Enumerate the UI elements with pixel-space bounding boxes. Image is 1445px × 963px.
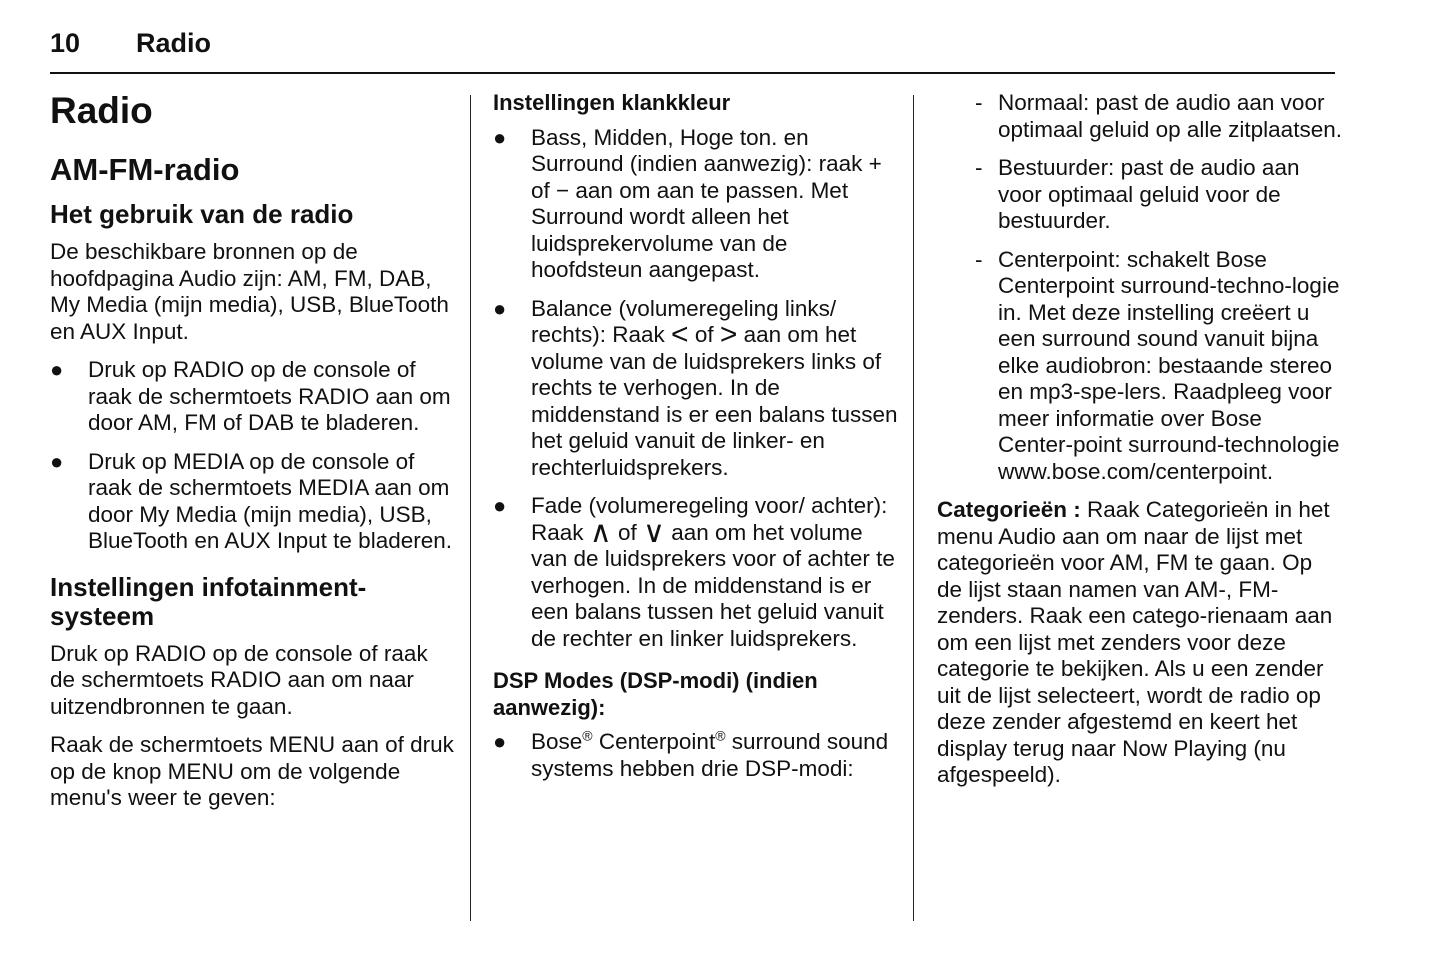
column-divider	[913, 95, 914, 921]
bullet-icon: ●	[493, 493, 507, 518]
chevron-down-icon: ∨	[643, 515, 665, 549]
registered-mark: ®	[715, 727, 726, 744]
page-number: 10	[50, 28, 81, 58]
list-item: - Bestuurder: past de audio aan voor optimaal geluid voor de bestuurder.	[975, 155, 1300, 233]
section-title: AM-FM-radio	[50, 152, 240, 187]
column-divider	[470, 95, 471, 921]
dash-marker: -	[975, 246, 983, 272]
column-3	[937, 90, 1342, 801]
categories-label: Categorieën :	[937, 497, 1081, 522]
dash-marker: -	[975, 90, 983, 115]
bullet-icon: ●	[493, 729, 507, 754]
list-item: ● Bose® Centerpoint® surround sound systems hebben drie DSP-modi:	[493, 727, 889, 781]
column-1	[50, 90, 455, 824]
paragraph: Druk op RADIO op de console of raak de schermtoets RADIO aan om naar uitzendbronnen te gaan.	[50, 640, 428, 719]
running-section-title: Radio	[136, 28, 212, 58]
bullet-icon: ●	[493, 295, 507, 321]
chapter-title: Radio	[50, 90, 153, 131]
chevron-up-icon: ∧	[589, 515, 612, 549]
running-header	[50, 24, 1335, 74]
categories-paragraph: Categorieën : Raak Categorieën in het menu Audio aan om naar de lijst met categorieën voor AM, FM te gaan. Op de lijst staan namen van AM-, FM-zenders. Raak een catego-rienaam aan om een lijst met zenders voor deze categorie te bekijken. Als u een zender uit de lijst selecteert, wordt de radio op deze zender afgestemd en keert het display terug naar Now Playing (nu afgespeeld).	[937, 497, 1333, 787]
subsection-heading: DSP Modes (DSP-modi) (indien aanwezig):	[493, 668, 818, 720]
intro-paragraph: De beschikbare bronnen op de hoofdpagina Audio zijn: AM, FM, DAB, My Media (mijn media), USB, BlueTooth en AUX Input.	[50, 239, 449, 344]
chevron-left-icon: <	[671, 318, 689, 351]
bullet-icon: ●	[50, 357, 64, 382]
bullet-icon: ●	[50, 448, 64, 474]
subsection-heading: Instellingen klankkleur	[493, 90, 731, 115]
list-item: ● Bass, Midden, Hoge ton. en Surround (indien aanwezig): raak + of − aan om aan te passen. Met Surround wordt alleen het luidsprekervolume van de hoofdsteun aangepast.	[493, 124, 882, 282]
paragraph: Raak de schermtoets MENU aan of druk op de knop MENU om de volgende menu's weer te geven:	[50, 732, 454, 810]
column-2	[493, 90, 898, 794]
dash-marker: -	[975, 155, 983, 180]
list-item: ● Fade (volumeregeling voor/ achter): Raak ∧ of ∨ aan om het volume van de luidsprekers voor of achter te verhogen. In de middenstand is er een balans tussen het geluid vanuit de rechter en linker luidsprekers.	[493, 493, 895, 651]
list-item: ● Druk op RADIO op de console of raak de schermtoets RADIO aan om door AM, FM of DAB te bladeren.	[50, 357, 451, 435]
list-item: ● Balance (volumeregeling links/ rechts): Raak < of > aan om het volume van de luidsprekers links of rechts te verhogen. In de middenstand is er een balans tussen het geluid vanuit de linker- en rechterluidsprekers.	[493, 295, 898, 480]
registered-mark: ®	[582, 727, 593, 744]
list-item: - Centerpoint: schakelt Bose Centerpoint surround-techno-logie in. Met deze instelling creëert u een surround sound vanuit bijna elke audiobron: bestaande stereo en mp3-spe-lers. Raadpleeg voor meer informatie over Bose Center-point surround-technologie www.bose.com/centerpoint.	[975, 246, 1340, 484]
bullet-icon: ●	[493, 124, 507, 150]
subsection-heading: Instellingen infotainment-systeem	[50, 571, 367, 631]
subsection-heading: Het gebruik van de radio	[50, 199, 354, 229]
list-item: - Normaal: past de audio aan voor optimaal geluid op alle zitplaatsen.	[975, 90, 1342, 142]
list-item: ● Druk op MEDIA op de console of raak de schermtoets MEDIA aan om door My Media (mijn media), USB, BlueTooth en AUX Input te bladeren.	[50, 448, 453, 553]
chevron-right-icon: >	[719, 318, 738, 351]
